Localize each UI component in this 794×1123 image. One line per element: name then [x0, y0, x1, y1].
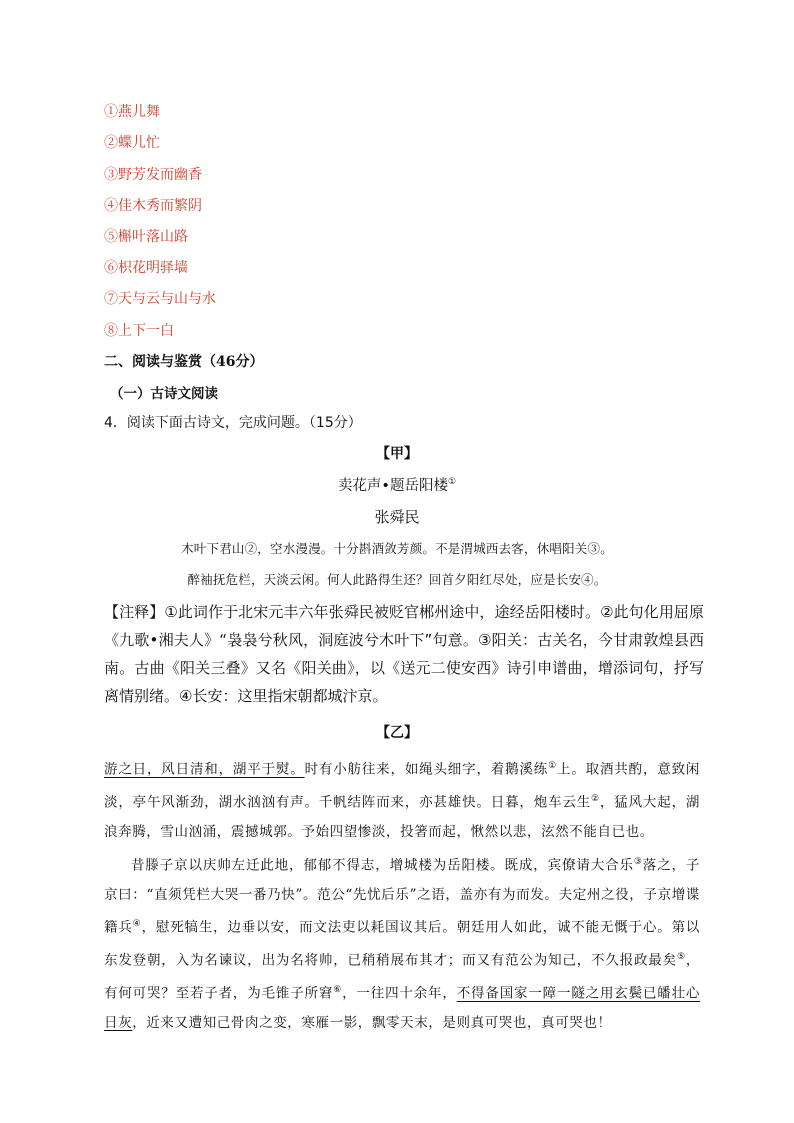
prose-paragraph: 昔滕子京以庆帅左迁此地，郁郁不得志，增城楼为岳阳楼。既成，宾僚请大合乐③落之，子京曰：“直须凭栏大哭一番乃快”。范公“先忧后乐”之语，盖亦有为而发。夫定州之役，子京增谍籍兵④，慰死犒生，边垂以安，而文法吏以耗国议其后。朝廷用人如此，诚不能无慨于心。第以东发登朝，入为名谏议，出为名将帅，已稍稍展布其才；而又有范公为知己，不久报政最矣⑤，有何可哭？至若子者，为毛锥子所窘⑥，一往四十余年，不得备国家一障一隧之用玄鬓已皤壮心日灰，近来又遭知己骨肉之变，寒雁一影，飘零天末，是则真可哭也，真可哭也！ — [104, 856, 701, 1031]
underlined-sentence: 游之日，风日清和，湖平于熨。 — [104, 761, 305, 778]
answer-item: ④佳木秀而繁阴 — [104, 198, 202, 214]
poem-title: 卖花声•题岳阳楼① — [337, 477, 457, 494]
footnote-mark: ③ — [633, 856, 643, 867]
footnote-mark: ⑤ — [677, 952, 686, 962]
answer-item: ⑦天与云与山与水 — [104, 291, 216, 307]
poem-line: 醉袖抚危栏，天淡云闲。何人此路得生还？回首夕阳红尽处，应是长安④。 — [187, 572, 607, 587]
answer-item: ⑧上下一白 — [104, 323, 174, 339]
answer-item: ②蝶儿忙 — [104, 135, 160, 151]
annotation-paragraph: 【注释】①此词作于北宋元丰六年张舜民被贬官郴州途中，途经岳阳楼时。②此句化用屈原《九歌•湘夫人》“袅袅兮秋风，洞庭波兮木叶下”句意。③阳关：古关名，今甘肃敦煌县西南。古曲《阳关三叠》又名《阳关曲》，以《送元二使安西》诗引申谱曲，增添词句，抒写离情别绪。④长安：这里指宋朝都城汴京。 — [104, 603, 704, 705]
answer-item: ①燕儿舞 — [104, 104, 160, 120]
question-prompt: 4．阅读下面古诗文，完成问题。（15分） — [104, 415, 362, 431]
footnote-mark: ⑥ — [333, 985, 343, 995]
jia-label: 【甲】 — [376, 446, 418, 462]
prose-passage — [104, 752, 700, 1039]
footnote-mark: ① — [548, 761, 557, 771]
prose-paragraph: 游之日，风日清和，湖平于熨。时有小舫往来，如绳头细字，着鹅溪练①上。取酒共酌，意致闲淡，亭午风渐劲，湖水汹汹有声。千帆结阵而来，亦甚雄快。日暮，炮车云生②，猛风大起，湖浪奔腾，雪山汹涌，震撼城郭。予始四望惨淡，投箸而起，愀然以悲，泫然不能自已也。 — [104, 761, 701, 840]
poem-author: 张舜民 — [374, 508, 420, 526]
yi-label: 【乙】 — [376, 725, 418, 741]
answer-item: ⑥枳花明驿墙 — [104, 260, 188, 276]
footnote-mark: ② — [591, 794, 600, 804]
poem-line: 木叶下君山②，空水漫漫。十分斟酒敛芳颜。不是渭城西去客，休唱阳关③。 — [181, 541, 613, 556]
section-title: 二、阅读与鉴赏（46分） — [104, 354, 264, 370]
subsection-title: （一）古诗文阅读 — [110, 386, 218, 402]
answer-item: ⑤槲叶落山路 — [104, 229, 188, 245]
answer-item: ③野芳发而幽香 — [104, 167, 202, 183]
underlined-sentence: 不得备国家一障一隧之用玄鬓已皤壮心日灰 — [104, 985, 701, 1031]
footnote-mark: ④ — [132, 919, 142, 929]
footnote-mark: ① — [447, 477, 457, 488]
